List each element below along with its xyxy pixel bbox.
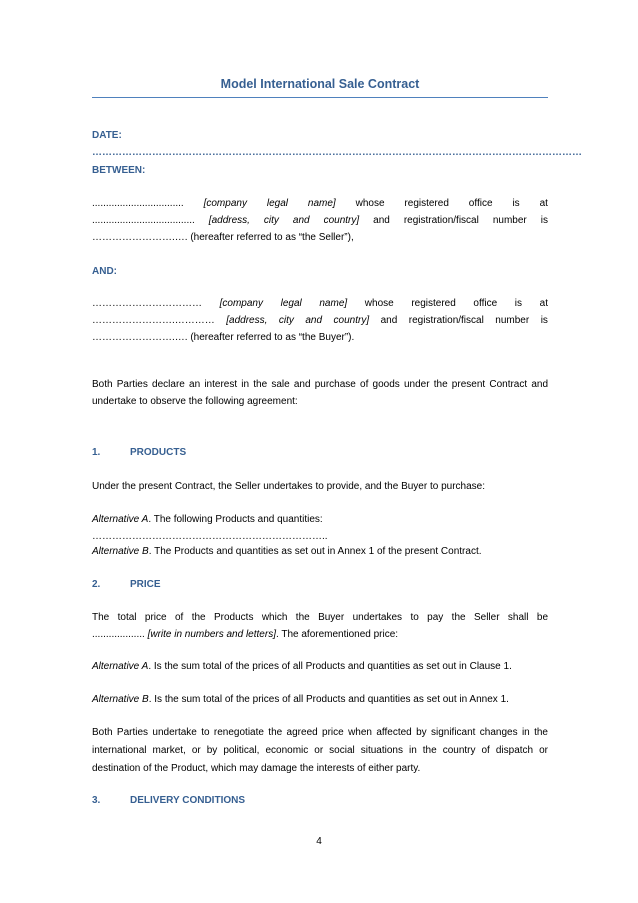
intro-paragraph: Both Parties declare an interest in the sale and purchase of goods under the present Contract and undertake to observe the following agreement: (92, 379, 548, 407)
date-line: DATE: ………………………………………………………………………………………………………………………………… (92, 130, 582, 158)
section-2-renegotiate-paragraph: Both Parties undertake to renegotiate the agreed price when affected by significant changes in the international market, or by political, economic or social situations in the country of dispatch or destination of the Product, which may damage the interests of either party. (92, 727, 548, 774)
section-3-heading (92, 792, 548, 809)
buyer-name-dots: …………………………… (92, 298, 202, 309)
buyer-registered-word: registered (411, 298, 456, 309)
buyer-line-1 (92, 295, 548, 312)
seller-number-word: number (492, 215, 527, 226)
buyer-address-dots: …………………….………… (92, 315, 215, 326)
buyer-office-word: office (473, 298, 498, 309)
seller-country-word: country] (323, 215, 360, 226)
buyer-block (92, 295, 548, 346)
buyer-registration-word: registration/fiscal (408, 315, 484, 326)
section-2-number: 2. (92, 579, 101, 590)
seller-name-word: name] (307, 198, 336, 209)
seller-line-1 (92, 195, 548, 212)
seller-line-3: …………………….…. (hereafter referred to as “the Seller”), (92, 232, 354, 243)
section-2-alt-a-label: Alternative A (92, 661, 149, 672)
buyer-line-3: …………………….…. (hereafter referred to as “the Buyer”). (92, 332, 355, 343)
seller-line-2 (92, 212, 548, 229)
section-1-heading (92, 444, 548, 461)
buyer-and2-word: and (380, 315, 398, 326)
section-2-title: PRICE (130, 579, 161, 590)
section-2-alternative-b (92, 691, 548, 708)
seller-company-word: [company (203, 198, 247, 209)
buyer-line-2 (92, 312, 548, 329)
seller-company-label (204, 195, 247, 212)
buyer-at-word: at (539, 298, 548, 309)
section-1-alternative-b (92, 543, 548, 560)
section-1-number: 1. (92, 447, 101, 458)
seller-registered-word: registered (404, 198, 449, 209)
section-2-price-line-1: The total price of the Products which the Buyer undertakes to pay the Seller shall be (92, 612, 548, 623)
section-2-price-after: . The aforementioned price: (275, 629, 399, 640)
section-1-intro: Under the present Contract, the Seller undertakes to provide, and the Buyer to purchase: (92, 481, 486, 492)
seller-at-word: at (539, 198, 548, 209)
section-2-heading (92, 576, 548, 593)
buyer-country-word: country] (333, 315, 370, 326)
page-number: 4 (316, 836, 322, 847)
between-label: BETWEEN: (92, 165, 146, 176)
and-label: AND: (92, 266, 117, 277)
section-2-price-bracket: [write in numbers and letters] (147, 629, 276, 640)
buyer-name-word: name] (319, 298, 348, 309)
section-1-alternative-a (92, 511, 548, 545)
section-2-alt-a-text: . Is the sum total of the prices of all Products and quantities as set out in Clause 1. (148, 661, 512, 672)
section-2-alt-b-label: Alternative B (92, 694, 149, 705)
section-1-alt-a-text: . The following Products and quantities: …………………………………………………………….. (92, 514, 328, 542)
seller-is2-word: is (540, 215, 548, 226)
buyer-legal-word: legal (280, 298, 302, 309)
section-1-alt-a-label: Alternative A (92, 514, 149, 525)
seller-address-word: [address, (208, 215, 250, 226)
seller-whose-word: whose (355, 198, 385, 209)
section-2-alternative-a (92, 658, 548, 675)
section-3-title: DELIVERY CONDITIONS (130, 795, 246, 806)
buyer-is-word: is (514, 298, 523, 309)
seller-office-word: office (468, 198, 493, 209)
seller-city-word: city (263, 215, 279, 226)
seller-legal-word: legal (266, 198, 288, 209)
buyer-whose-word: whose (364, 298, 394, 309)
title-underline (92, 97, 548, 98)
buyer-and-word: and (305, 315, 323, 326)
seller-registration-word: registration/fiscal (403, 215, 479, 226)
seller-block (92, 195, 548, 246)
document-title: Model International Sale Contract (220, 77, 420, 91)
seller-and2-word: and (373, 215, 390, 226)
buyer-company-word: [company (219, 298, 263, 309)
buyer-address-word: [address, (226, 315, 268, 326)
seller-name-dots: ................................. (92, 198, 184, 209)
section-3-number: 3. (92, 795, 101, 806)
section-1-title: PRODUCTS (130, 447, 187, 458)
seller-and-word: and (292, 215, 310, 226)
section-1-alt-b-text: . The Products and quantities as set out in Annex 1 of the present Contract. (148, 546, 482, 557)
buyer-city-word: city (278, 315, 294, 326)
section-1-alt-b-label: Alternative B (92, 546, 149, 557)
section-2-price-dots: ................... (92, 629, 145, 640)
seller-is-word: is (512, 198, 520, 209)
section-2-price-paragraph (92, 609, 548, 643)
section-2-price-line-2 (92, 626, 548, 643)
seller-address-dots: ..................................... (92, 215, 195, 226)
section-2-alt-b-text: . Is the sum total of the prices of all Products and quantities as set out in Annex 1. (148, 694, 509, 705)
buyer-number-word: number (495, 315, 530, 326)
buyer-is2-word: is (540, 315, 548, 326)
